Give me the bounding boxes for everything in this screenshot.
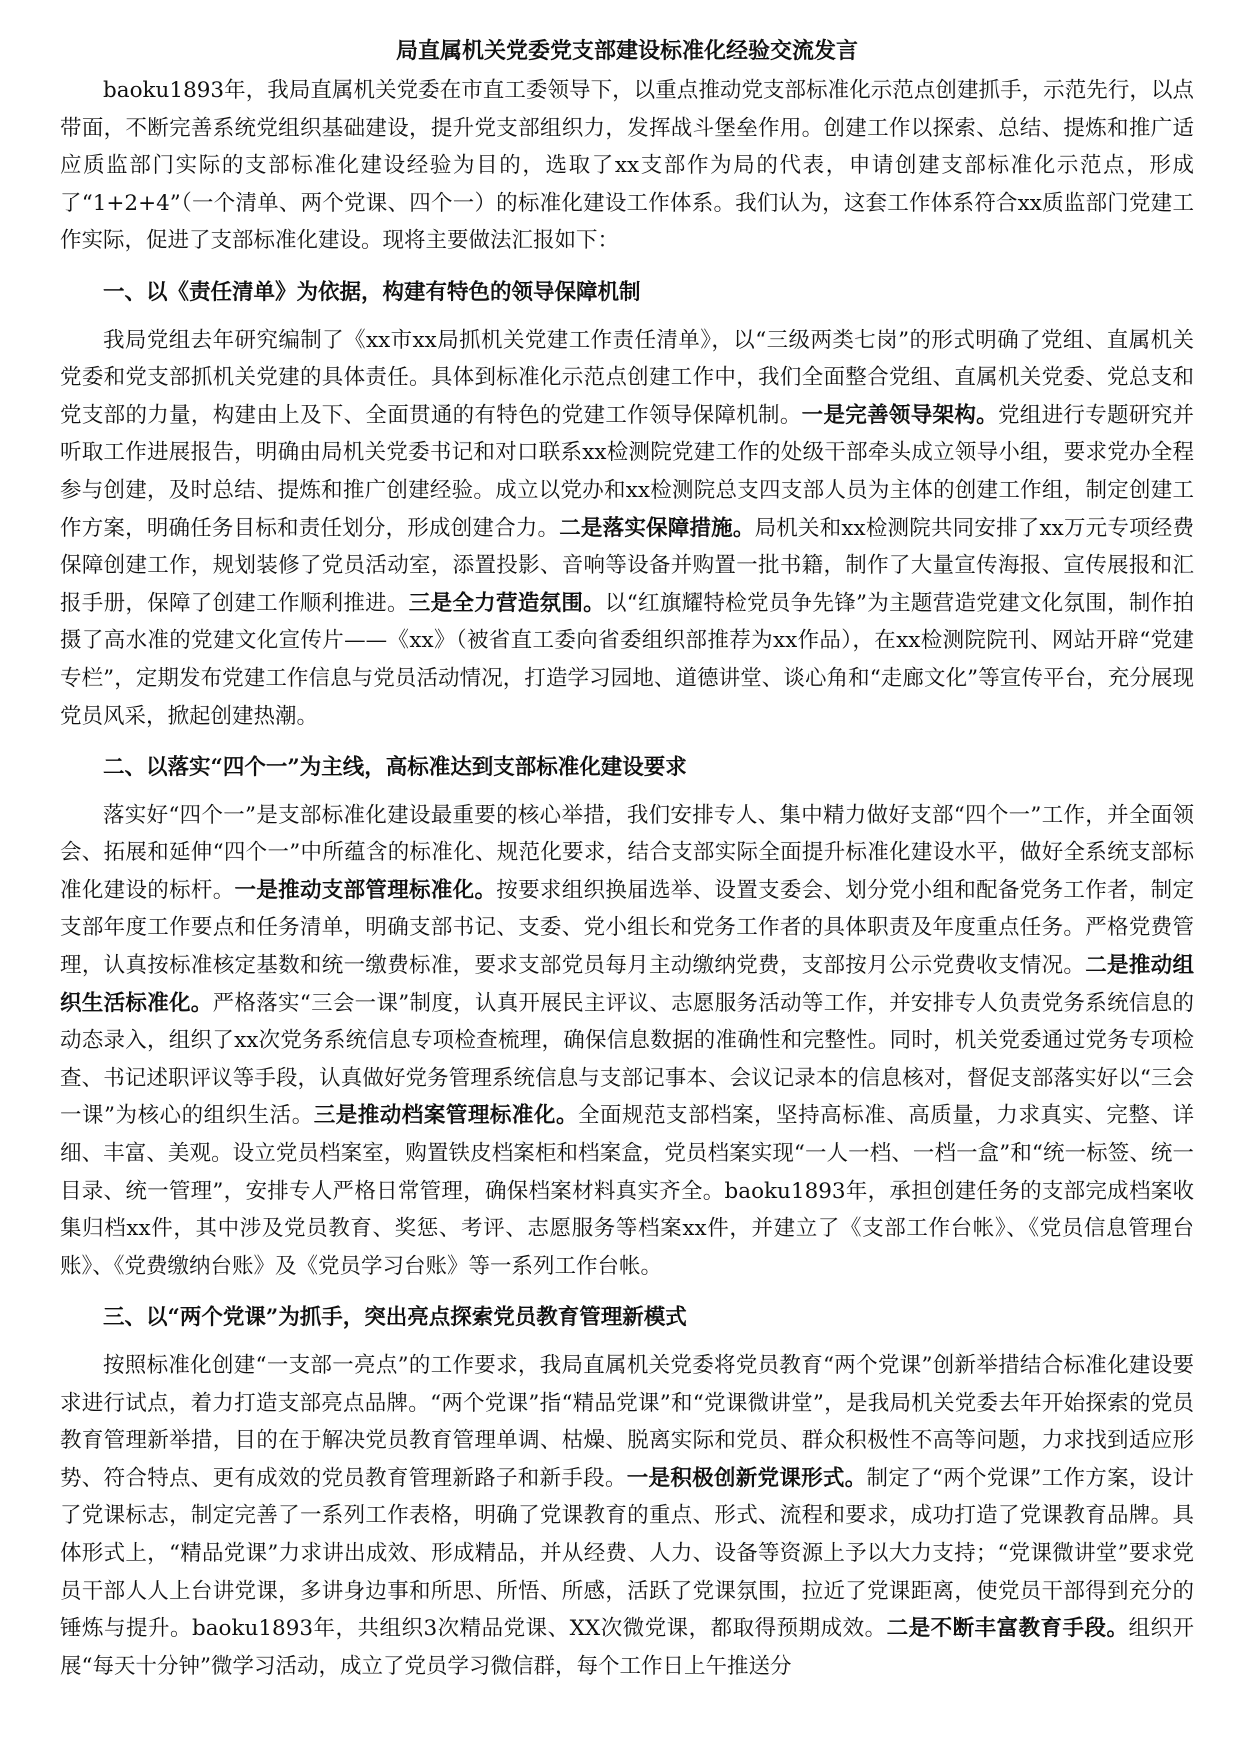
section-2-text-3: 严格落实“三会一课”制度，认真开展民主评议、志愿服务活动等工作，并安排专人负责党务系统信息的动态录入，组织了xx次党务系统信息专项检查梳理，确保信息数据的准确性和完整性。同时，机关党委通过党务专项检查、书记述职评议等手段，认真做好党务管理系统信息与支部记事本、会议记录本的信息核对，督促支部落实好以“三会一课”为核心的组织生活。 (60, 990, 1194, 1129)
section-2-bold-3: 三是推动档案管理标准化。 (313, 1103, 578, 1129)
section-3-text-2: 制定了“两个党课”工作方案，设计了党课标志，制定完善了一系列工作表格，明确了党课教育的重点、形式、流程和要求，成功打造了党课教育品牌。具体形式上，“精品党课”力求讲出成效、形成精品，并从经费、人力、设备等资源上予以大力支持；“党课微讲堂”要求党员干部人人上台讲党课，多讲身边事和所思、所悟、所感，活跃了党课氛围，拉近了党课距离，使党员干部得到充分的锤炼与提升。baoku1893年，共组织3次精品党课、XX次微党课，都取得预期成效。 (60, 1465, 1194, 1642)
section-2-bold-1: 一是推动支部管理标准化。 (234, 877, 497, 903)
section-3-bold-1: 一是积极创新党课形式。 (626, 1465, 867, 1491)
section-1-bold-1: 一是完善领导架构。 (801, 402, 998, 428)
section-2-bold-2: 二是推动组织生活标准化。 (60, 953, 1194, 1016)
section-1-heading: 一、以《责任清单》为依据，构建有特色的领导保障机制 (103, 279, 641, 305)
section-1-bold-2: 二是落实保障措施。 (559, 515, 755, 541)
section-2-heading: 二、以落实“四个一”为主线，高标准达到支部标准化建设要求 (103, 755, 687, 781)
section-2-text-1: 落实好“四个一”是支部标准化建设最重要的核心举措，我们安排专人、集中精力做好支部“四个一”工作，并全面领会、拓展和延伸“四个一”中所蕴含的标准化、规范化要求，结合支部实际全面提升标准化建设水平，做好全系统支部标准化建设的标杆。 (60, 802, 1194, 903)
section-3-text-3: 组织开展“每天十分钟”微学习活动，成立了党员学习微信群，每个工作日上午推送分 (60, 1616, 1194, 1679)
section-1-text-2: 党组进行专题研究并听取工作进展报告，明确由局机关党委书记和对口联系xx检测院党建工作的处级干部牵头成立领导小组，要求党办全程参与创建，及时总结、提炼和推广创建经验。成立以党办和xx检测院总支四支部人员为主体的创建工作组，制定创建工作方案，明确任务目标和责任划分，形成创建合力。 (60, 402, 1194, 541)
section-3-paragraph (60, 1347, 1194, 1685)
section-1-text-3: 局机关和xx检测院共同安排了xx万元专项经费保障创建工作，规划装修了党员活动室，添置投影、音响等设备并购置一批书籍，制作了大量宣传海报、宣传展报和汇报手册，保障了创建工作顺利推进。 (60, 515, 1194, 616)
section-3-bold-2: 二是不断丰富教育手段。 (886, 1616, 1129, 1642)
section-3-text-1: 按照标准化创建“一支部一亮点”的工作要求，我局直属机关党委将党员教育“两个党课”创新举措结合标准化建设要求进行试点，着力打造支部亮点品牌。“两个党课”指“精品党课”和“党课微讲堂”，是我局机关党委去年开始探索的党员教育管理新举措，目的在于解决党员教育管理单调、枯燥、脱离实际和党员、群众积极性不高等问题，力求找到适应形势、符合特点、更有成效的党员教育管理新路子和新手段。 (60, 1353, 1194, 1491)
section-3-heading: 三、以“两个党课”为抓手，突出亮点探索党员教育管理新模式 (103, 1305, 687, 1331)
section-2-paragraph (60, 797, 1194, 1286)
intro-paragraph: baoku1893年，我局直属机关党委在市直工委领导下，以重点推动党支部标准化示范点创建抓手，示范先行，以点带面，不断完善系统党组织基础建设，提升党支部组织力，发挥战斗堡垒作用。创建工作以探索、总结、提炼和推广适应质监部门实际的支部标准化建设经验为目的，选取了xx支部作为局的代表，申请创建支部标准化示范点，形成了“1+2+4”（一个清单、两个党课、四个一）的标准化建设工作体系。我们认为，这套工作体系符合xx质监部门党建工作实际，促进了支部标准化建设。现将主要做法汇报如下： (60, 78, 1194, 254)
section-1-text-4: 以“红旗耀特检党员争先锋”为主题营造党建文化氛围，制作拍摄了高水准的党建文化宣传片——《xx》（被省直工委向省委组织部推荐为xx作品），在xx检测院院刊、网站开辟“党建专栏”，定期发布党建工作信息与党员活动情况，打造学习园地、道德讲堂、谈心角和“走廊文化”等宣传平台，充分展现党员风采，掀起创建热潮。 (60, 590, 1194, 729)
section-2-text-2: 按要求组织换届选举、设置支委会、划分党小组和配备党务工作者，制定支部年度工作要点和任务清单，明确支部书记、支委、党小组长和党务工作者的具体职责及年度重点任务。严格党费管理，认真按标准核定基数和统一缴费标准，要求支部党员每月主动缴纳党费，支部按月公示党费收支情况。 (60, 877, 1194, 979)
section-1-text-1: 我局党组去年研究编制了《xx市xx局抓机关党建工作责任清单》，以“三级两类七岗”的形式明确了党组、直属机关党委和党支部抓机关党建的具体责任。具体到标准化示范点创建工作中，我们全面整合党组、直属机关党委、党总支和党支部的力量，构建由上及下、全面贯通的有特色的党建工作领导保障机制。 (60, 327, 1194, 428)
section-1-bold-3: 三是全力营造氛围。 (408, 590, 605, 616)
document-title: 局直属机关党委党支部建设标准化经验交流发言 (395, 38, 858, 64)
section-2-text-4: 全面规范支部档案，坚持高标准、高质量，力求真实、完整、详细、丰富、美观。设立党员档案室，购置铁皮档案柜和档案盒，党员档案实现“一人一档、一档一盒”和“统一标签、统一目录、统一管理”，安排专人严格日常管理，确保档案材料真实齐全。baoku1893年，承担创建任务的支部完成档案收集归档xx件，其中涉及党员教育、奖惩、考评、志愿服务等档案xx件，并建立了《支部工作台帐》、《党员信息管理台账》、《党费缴纳台账》及《党员学习台账》等一系列工作台帐。 (60, 1103, 1194, 1279)
section-1-paragraph (60, 322, 1194, 736)
